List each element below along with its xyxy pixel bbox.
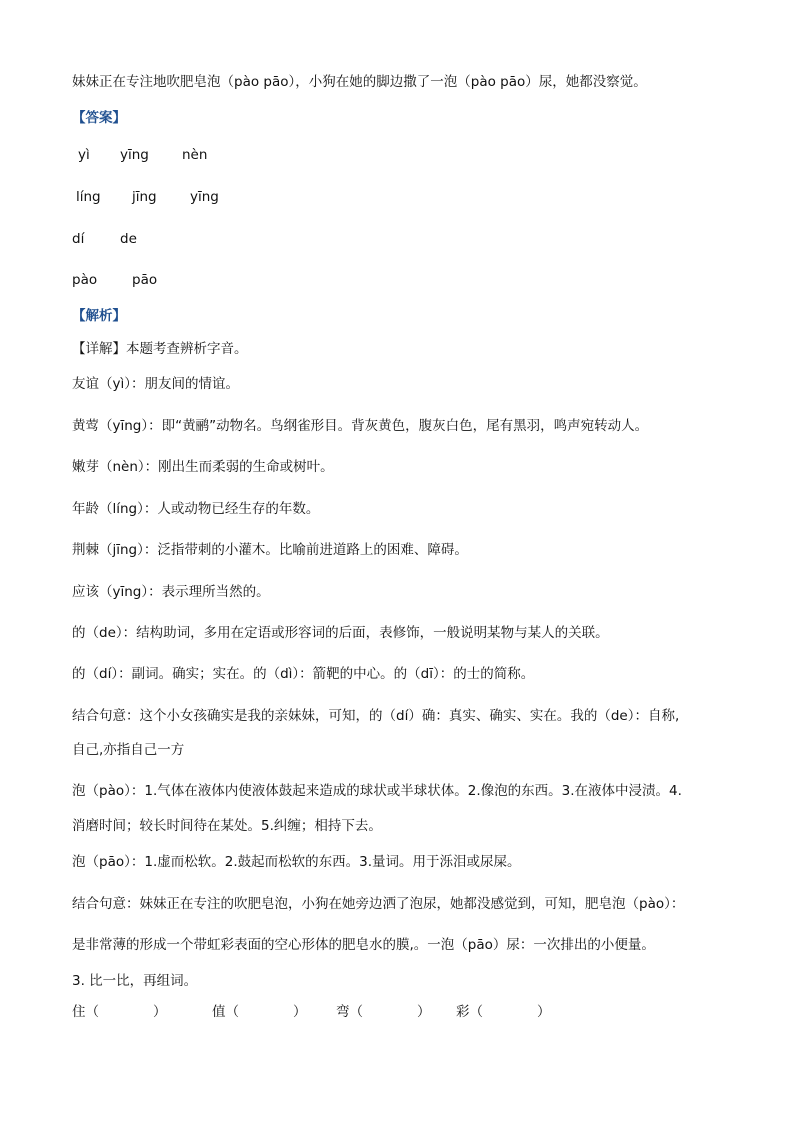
pinyin-answer: nèn: [182, 147, 208, 163]
analysis-heading: 【解析】: [72, 308, 126, 324]
question-sentence: 妹妹正在专注地吹肥皂泡（pào pāo），小狗在她的脚边撒了一泡（pào pāo）尿，她都没察觉。: [72, 74, 647, 90]
answer-heading: 【答案】: [72, 110, 126, 126]
analysis-line: 泡（pào）：1.气体在液体内使液体鼓起来造成的球状或半球状体。2.像泡的东西。3.在液体中浸渍。4.: [72, 783, 682, 799]
analysis-line: 【详解】本题考查辨析字音。: [72, 341, 248, 357]
pinyin-answer: de: [120, 231, 137, 247]
analysis-line: 自己,亦指自己一方: [72, 742, 185, 758]
pinyin-answer: dí: [72, 231, 85, 247]
analysis-line: 泡（pāo）：1.虚而松软。2.鼓起而松软的东西。3.量词。用于泺泪或尿屎。: [72, 854, 521, 870]
pinyin-answer: yīng: [190, 189, 219, 205]
analysis-line: 荆棘（jīng）：泛指带刺的小灌木。比喻前进道路上的困难、障碍。: [72, 542, 468, 558]
compare-word-blank[interactable]: 弯（ ）: [336, 1004, 431, 1020]
analysis-line: 的（de）：结构助词，多用在定语或形容词的后面，表修饰，一般说明某物与某人的关联。: [72, 625, 609, 641]
analysis-line: 结合句意：这个小女孩确实是我的亲妹妹，可知，的（dí）确：真实、确实、实在。我的（de）：自称,: [72, 708, 680, 724]
pinyin-answer: pāo: [132, 272, 158, 288]
pinyin-answer: pào: [72, 272, 98, 288]
analysis-line: 是非常薄的形成一个带虹彩表面的空心形体的肥皂水的膜,。一泡（pāo）尿：一次排出的小便量。: [72, 937, 655, 953]
pinyin-answer: yīng: [120, 147, 149, 163]
analysis-line: 应该（yīng）：表示理所当然的。: [72, 584, 270, 600]
pinyin-answer: líng: [76, 189, 101, 205]
analysis-line: 年龄（líng）：人或动物已经生存的年数。: [72, 501, 320, 517]
question-3-items: [72, 1002, 632, 1022]
analysis-line: 嫩芽（nèn）：刚出生而柔弱的生命或树叶。: [72, 459, 334, 475]
analysis-line: 消磨时间；较长时间待在某处。5.纠缠；相持下去。: [72, 818, 382, 834]
analysis-line: 结合句意：妹妹正在专注的吹肥皂泡，小狗在她旁边洒了泡尿，她都没感觉到，可知，肥皂泡（pào）：: [72, 896, 685, 912]
compare-word-blank[interactable]: 值（ ）: [212, 1004, 307, 1020]
analysis-line: 黄莺（yīng）：即“黄鹂”动物名。鸟纲雀形目。背灰黄色，腹灰白色，尾有黑羽，鸣声宛转动人。: [72, 418, 649, 434]
question-3-title: 3. 比一比，再组词。: [72, 973, 198, 989]
analysis-line: 友谊（yì）：朋友间的情谊。: [72, 376, 239, 392]
analysis-line: 的（dí）：副词。确实；实在。的（dì）：箭靶的中心。的（dī）：的士的简称。: [72, 666, 535, 682]
compare-word-blank[interactable]: 住（ ）: [72, 1004, 167, 1020]
pinyin-answer: jīng: [132, 189, 157, 205]
compare-word-blank[interactable]: 彩（ ）: [456, 1004, 551, 1020]
pinyin-answer: yì: [78, 147, 90, 163]
